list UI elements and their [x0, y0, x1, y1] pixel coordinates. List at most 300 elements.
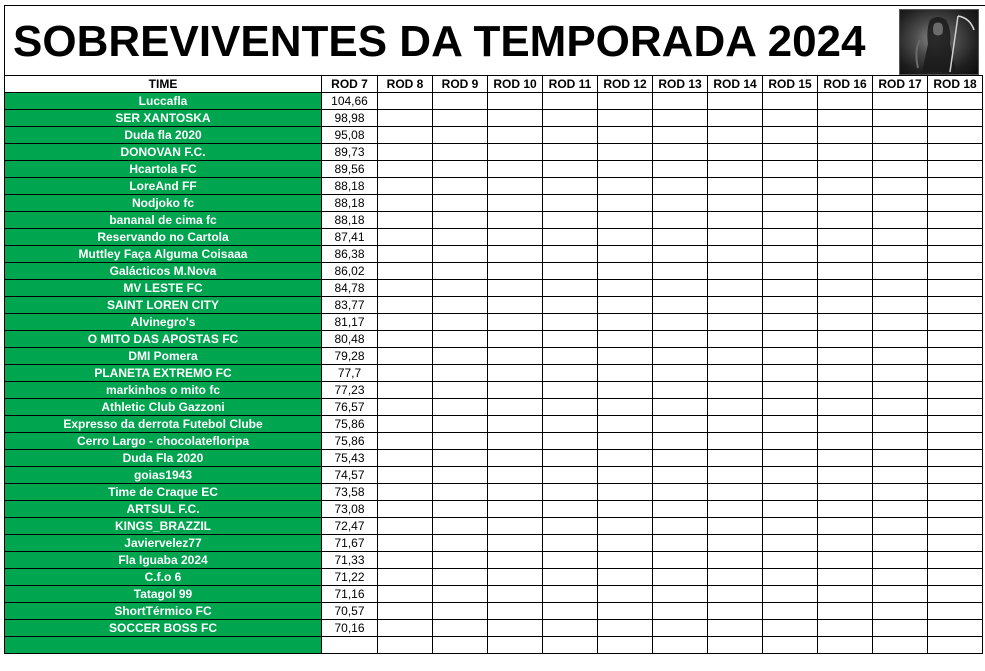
empty-round-cell[interactable]	[928, 331, 983, 348]
rod7-score-cell[interactable]: 104,66	[322, 93, 378, 110]
empty-round-cell[interactable]	[928, 314, 983, 331]
column-header-rod-7[interactable]: ROD 7	[322, 76, 378, 93]
empty-round-cell[interactable]	[433, 399, 488, 416]
empty-round-cell[interactable]	[598, 382, 653, 399]
empty-round-cell[interactable]	[653, 127, 708, 144]
empty-round-cell[interactable]	[928, 603, 983, 620]
empty-round-cell[interactable]	[873, 535, 928, 552]
empty-round-cell[interactable]	[928, 195, 983, 212]
empty-round-cell[interactable]	[818, 161, 873, 178]
empty-round-cell[interactable]	[433, 127, 488, 144]
team-name-cell[interactable]: Duda fla 2020	[5, 127, 322, 144]
empty-round-cell[interactable]	[488, 382, 543, 399]
empty-round-cell[interactable]	[818, 280, 873, 297]
empty-round-cell[interactable]	[378, 569, 433, 586]
empty-round-cell[interactable]	[763, 552, 818, 569]
empty-round-cell[interactable]	[708, 620, 763, 637]
rod7-score-cell[interactable]: 75,86	[322, 433, 378, 450]
empty-round-cell[interactable]	[653, 161, 708, 178]
empty-round-cell[interactable]	[928, 484, 983, 501]
empty-round-cell[interactable]	[543, 127, 598, 144]
empty-round-cell[interactable]	[433, 518, 488, 535]
empty-round-cell[interactable]	[488, 569, 543, 586]
empty-round-cell[interactable]	[763, 297, 818, 314]
column-header-rod-9[interactable]: ROD 9	[433, 76, 488, 93]
empty-round-cell[interactable]	[928, 229, 983, 246]
empty-round-cell[interactable]	[433, 212, 488, 229]
empty-round-cell[interactable]	[653, 144, 708, 161]
team-name-cell[interactable]: SAINT LOREN CITY	[5, 297, 322, 314]
empty-round-cell[interactable]	[653, 620, 708, 637]
empty-round-cell[interactable]	[928, 127, 983, 144]
empty-round-cell[interactable]	[873, 195, 928, 212]
empty-round-cell[interactable]	[543, 586, 598, 603]
empty-round-cell[interactable]	[378, 365, 433, 382]
empty-round-cell[interactable]	[928, 280, 983, 297]
empty-round-cell[interactable]	[653, 535, 708, 552]
empty-round-cell[interactable]	[598, 161, 653, 178]
rod7-score-cell[interactable]: 72,47	[322, 518, 378, 535]
empty-round-cell[interactable]	[653, 93, 708, 110]
empty-round-cell[interactable]	[708, 586, 763, 603]
empty-round-cell[interactable]	[653, 552, 708, 569]
empty-round-cell[interactable]	[708, 127, 763, 144]
team-name-cell[interactable]: SER XANTOSKA	[5, 110, 322, 127]
empty-round-cell[interactable]	[543, 382, 598, 399]
empty-round-cell[interactable]	[708, 484, 763, 501]
empty-round-cell[interactable]	[763, 535, 818, 552]
empty-round-cell[interactable]	[708, 280, 763, 297]
empty-round-cell[interactable]	[543, 161, 598, 178]
empty-round-cell[interactable]	[598, 144, 653, 161]
empty-round-cell[interactable]	[433, 382, 488, 399]
empty-round-cell[interactable]	[928, 263, 983, 280]
empty-round-cell[interactable]	[873, 178, 928, 195]
empty-round-cell[interactable]	[928, 365, 983, 382]
empty-round-cell[interactable]	[653, 399, 708, 416]
empty-round-cell[interactable]	[598, 195, 653, 212]
empty-round-cell[interactable]	[598, 365, 653, 382]
empty-round-cell[interactable]	[433, 535, 488, 552]
empty-round-cell[interactable]	[543, 263, 598, 280]
empty-round-cell[interactable]	[763, 586, 818, 603]
empty-round-cell[interactable]	[433, 552, 488, 569]
empty-round-cell[interactable]	[543, 246, 598, 263]
rod7-score-cell[interactable]: 81,17	[322, 314, 378, 331]
empty-round-cell[interactable]	[543, 484, 598, 501]
rod7-score-cell[interactable]: 71,16	[322, 586, 378, 603]
empty-round-cell[interactable]	[708, 433, 763, 450]
empty-round-cell[interactable]	[928, 586, 983, 603]
empty-round-cell[interactable]	[873, 331, 928, 348]
empty-round-cell[interactable]	[598, 314, 653, 331]
empty-round-cell[interactable]	[653, 586, 708, 603]
empty-round-cell[interactable]	[763, 365, 818, 382]
empty-round-cell[interactable]	[488, 586, 543, 603]
rod7-score-cell[interactable]: 71,22	[322, 569, 378, 586]
empty-round-cell[interactable]	[378, 637, 433, 654]
empty-round-cell[interactable]	[598, 484, 653, 501]
empty-round-cell[interactable]	[488, 280, 543, 297]
rod7-score-cell[interactable]: 89,56	[322, 161, 378, 178]
team-name-cell[interactable]: Athletic Club Gazzoni	[5, 399, 322, 416]
team-name-cell[interactable]: DMI Pomera	[5, 348, 322, 365]
empty-round-cell[interactable]	[433, 246, 488, 263]
empty-round-cell[interactable]	[598, 263, 653, 280]
empty-round-cell[interactable]	[818, 518, 873, 535]
empty-round-cell[interactable]	[653, 450, 708, 467]
team-name-cell[interactable]: MV LESTE FC	[5, 280, 322, 297]
empty-round-cell[interactable]	[928, 569, 983, 586]
empty-round-cell[interactable]	[928, 535, 983, 552]
empty-round-cell[interactable]	[708, 603, 763, 620]
empty-round-cell[interactable]	[708, 501, 763, 518]
empty-round-cell[interactable]	[598, 110, 653, 127]
empty-round-cell[interactable]	[708, 535, 763, 552]
empty-round-cell[interactable]	[378, 280, 433, 297]
empty-round-cell[interactable]	[543, 229, 598, 246]
empty-round-cell[interactable]	[818, 246, 873, 263]
empty-round-cell[interactable]	[488, 212, 543, 229]
empty-round-cell[interactable]	[928, 382, 983, 399]
rod7-score-cell[interactable]: 88,18	[322, 212, 378, 229]
rod7-score-cell[interactable]: 88,18	[322, 178, 378, 195]
empty-round-cell[interactable]	[763, 569, 818, 586]
empty-round-cell[interactable]	[488, 603, 543, 620]
team-name-cell[interactable]: Muttley Faça Alguma Coisaaa	[5, 246, 322, 263]
empty-round-cell[interactable]	[598, 229, 653, 246]
rod7-score-cell[interactable]: 71,67	[322, 535, 378, 552]
team-name-cell[interactable]: goias1943	[5, 467, 322, 484]
empty-round-cell[interactable]	[818, 637, 873, 654]
empty-round-cell[interactable]	[378, 552, 433, 569]
empty-round-cell[interactable]	[873, 280, 928, 297]
empty-round-cell[interactable]	[598, 467, 653, 484]
empty-round-cell[interactable]	[378, 110, 433, 127]
empty-round-cell[interactable]	[543, 178, 598, 195]
empty-round-cell[interactable]	[378, 314, 433, 331]
empty-round-cell[interactable]	[653, 178, 708, 195]
empty-round-cell[interactable]	[543, 93, 598, 110]
empty-round-cell[interactable]	[763, 382, 818, 399]
empty-round-cell[interactable]	[818, 331, 873, 348]
column-header-rod-15[interactable]: ROD 15	[763, 76, 818, 93]
empty-round-cell[interactable]	[378, 127, 433, 144]
empty-round-cell[interactable]	[763, 603, 818, 620]
column-header-rod-11[interactable]: ROD 11	[543, 76, 598, 93]
empty-round-cell[interactable]	[598, 637, 653, 654]
empty-round-cell[interactable]	[873, 399, 928, 416]
empty-round-cell[interactable]	[653, 348, 708, 365]
empty-round-cell[interactable]	[488, 501, 543, 518]
empty-round-cell[interactable]	[488, 178, 543, 195]
empty-round-cell[interactable]	[598, 212, 653, 229]
empty-round-cell[interactable]	[598, 552, 653, 569]
team-name-cell[interactable]: PLANETA EXTREMO FC	[5, 365, 322, 382]
rod7-score-cell[interactable]: 70,57	[322, 603, 378, 620]
empty-round-cell[interactable]	[818, 195, 873, 212]
empty-round-cell[interactable]	[488, 416, 543, 433]
empty-round-cell[interactable]	[488, 93, 543, 110]
empty-round-cell[interactable]	[708, 297, 763, 314]
empty-round-cell[interactable]	[598, 399, 653, 416]
empty-round-cell[interactable]	[543, 552, 598, 569]
rod7-score-cell[interactable]: 77,23	[322, 382, 378, 399]
empty-round-cell[interactable]	[598, 450, 653, 467]
empty-round-cell[interactable]	[818, 552, 873, 569]
empty-round-cell[interactable]	[378, 297, 433, 314]
empty-round-cell[interactable]	[378, 433, 433, 450]
rod7-score-cell[interactable]: 77,7	[322, 365, 378, 382]
empty-round-cell[interactable]	[598, 178, 653, 195]
empty-round-cell[interactable]	[488, 450, 543, 467]
team-name-cell[interactable]: Reservando no Cartola	[5, 229, 322, 246]
empty-round-cell[interactable]	[488, 229, 543, 246]
empty-round-cell[interactable]	[763, 331, 818, 348]
team-name-cell[interactable]: ShortTérmico FC	[5, 603, 322, 620]
team-name-cell[interactable]: DONOVAN F.C.	[5, 144, 322, 161]
empty-round-cell[interactable]	[708, 518, 763, 535]
empty-round-cell[interactable]	[873, 518, 928, 535]
empty-round-cell[interactable]	[708, 348, 763, 365]
empty-round-cell[interactable]	[873, 501, 928, 518]
empty-round-cell[interactable]	[598, 433, 653, 450]
empty-round-cell[interactable]	[653, 603, 708, 620]
team-name-cell[interactable]: Tatagol 99	[5, 586, 322, 603]
empty-round-cell[interactable]	[543, 348, 598, 365]
empty-round-cell[interactable]	[378, 416, 433, 433]
empty-round-cell[interactable]	[488, 144, 543, 161]
empty-round-cell[interactable]	[433, 620, 488, 637]
empty-round-cell[interactable]	[763, 195, 818, 212]
empty-round-cell[interactable]	[763, 518, 818, 535]
empty-round-cell[interactable]	[873, 314, 928, 331]
team-name-cell[interactable]: Expresso da derrota Futebol Clube	[5, 416, 322, 433]
team-name-cell[interactable]: LoreAnd FF	[5, 178, 322, 195]
empty-round-cell[interactable]	[488, 331, 543, 348]
empty-round-cell[interactable]	[928, 399, 983, 416]
empty-round-cell[interactable]	[928, 620, 983, 637]
empty-round-cell[interactable]	[653, 416, 708, 433]
empty-round-cell[interactable]	[818, 399, 873, 416]
team-name-cell[interactable]: C.f.o 6	[5, 569, 322, 586]
empty-round-cell[interactable]	[433, 178, 488, 195]
empty-round-cell[interactable]	[708, 110, 763, 127]
empty-round-cell[interactable]	[488, 110, 543, 127]
empty-round-cell[interactable]	[763, 178, 818, 195]
empty-round-cell[interactable]	[488, 433, 543, 450]
empty-round-cell[interactable]	[433, 467, 488, 484]
empty-round-cell[interactable]	[818, 450, 873, 467]
empty-round-cell[interactable]	[433, 433, 488, 450]
empty-round-cell[interactable]	[763, 314, 818, 331]
empty-round-cell[interactable]	[433, 161, 488, 178]
team-name-cell[interactable]: Javiervelez77	[5, 535, 322, 552]
team-name-cell[interactable]: Duda Fla 2020	[5, 450, 322, 467]
empty-round-cell[interactable]	[873, 93, 928, 110]
empty-round-cell[interactable]	[598, 416, 653, 433]
column-header-rod-12[interactable]: ROD 12	[598, 76, 653, 93]
empty-round-cell[interactable]	[543, 195, 598, 212]
empty-round-cell[interactable]	[488, 620, 543, 637]
rod7-score-cell[interactable]: 87,41	[322, 229, 378, 246]
empty-round-cell[interactable]	[653, 382, 708, 399]
empty-round-cell[interactable]	[763, 161, 818, 178]
empty-round-cell[interactable]	[543, 569, 598, 586]
empty-round-cell[interactable]	[598, 127, 653, 144]
empty-round-cell[interactable]	[818, 467, 873, 484]
empty-round-cell[interactable]	[488, 637, 543, 654]
empty-round-cell[interactable]	[378, 195, 433, 212]
empty-round-cell[interactable]	[543, 314, 598, 331]
empty-round-cell[interactable]	[763, 467, 818, 484]
empty-round-cell[interactable]	[708, 382, 763, 399]
empty-round-cell[interactable]	[928, 637, 983, 654]
empty-round-cell[interactable]	[818, 501, 873, 518]
empty-round-cell[interactable]	[653, 331, 708, 348]
empty-round-cell[interactable]	[763, 501, 818, 518]
empty-round-cell[interactable]	[708, 467, 763, 484]
empty-round-cell[interactable]	[763, 484, 818, 501]
empty-round-cell[interactable]	[433, 263, 488, 280]
empty-round-cell[interactable]	[873, 433, 928, 450]
empty-round-cell[interactable]	[653, 314, 708, 331]
rod7-score-cell[interactable]: 86,38	[322, 246, 378, 263]
empty-round-cell[interactable]	[763, 416, 818, 433]
empty-round-cell[interactable]	[818, 365, 873, 382]
empty-round-cell[interactable]	[598, 348, 653, 365]
empty-round-cell[interactable]	[378, 93, 433, 110]
empty-round-cell[interactable]	[433, 569, 488, 586]
empty-round-cell[interactable]	[763, 433, 818, 450]
rod7-score-cell[interactable]: 76,57	[322, 399, 378, 416]
empty-round-cell[interactable]	[928, 297, 983, 314]
empty-round-cell[interactable]	[433, 144, 488, 161]
empty-round-cell[interactable]	[488, 314, 543, 331]
empty-round-cell[interactable]	[708, 416, 763, 433]
empty-round-cell[interactable]	[378, 331, 433, 348]
empty-round-cell[interactable]	[873, 263, 928, 280]
empty-round-cell[interactable]	[433, 195, 488, 212]
column-header-rod-13[interactable]: ROD 13	[653, 76, 708, 93]
empty-round-cell[interactable]	[708, 365, 763, 382]
rod7-score-cell[interactable]: 74,57	[322, 467, 378, 484]
empty-round-cell[interactable]	[433, 365, 488, 382]
empty-round-cell[interactable]	[433, 603, 488, 620]
column-header-rod-14[interactable]: ROD 14	[708, 76, 763, 93]
empty-round-cell[interactable]	[488, 365, 543, 382]
empty-round-cell[interactable]	[763, 450, 818, 467]
empty-round-cell[interactable]	[653, 365, 708, 382]
empty-round-cell[interactable]	[928, 552, 983, 569]
empty-round-cell[interactable]	[378, 161, 433, 178]
empty-round-cell[interactable]	[543, 620, 598, 637]
empty-round-cell[interactable]	[653, 637, 708, 654]
empty-round-cell[interactable]	[928, 93, 983, 110]
empty-round-cell[interactable]	[433, 416, 488, 433]
empty-round-cell[interactable]	[433, 297, 488, 314]
empty-round-cell[interactable]	[873, 348, 928, 365]
empty-round-cell[interactable]	[818, 620, 873, 637]
empty-round-cell[interactable]	[818, 127, 873, 144]
empty-round-cell[interactable]	[543, 603, 598, 620]
empty-round-cell[interactable]	[873, 110, 928, 127]
empty-round-cell[interactable]	[763, 246, 818, 263]
empty-round-cell[interactable]	[378, 501, 433, 518]
rod7-score-cell[interactable]: 84,78	[322, 280, 378, 297]
empty-round-cell[interactable]	[818, 586, 873, 603]
empty-round-cell[interactable]	[433, 229, 488, 246]
empty-round-cell[interactable]	[653, 110, 708, 127]
empty-round-cell[interactable]	[598, 93, 653, 110]
team-name-cell[interactable]	[5, 637, 322, 654]
empty-round-cell[interactable]	[378, 399, 433, 416]
team-name-cell[interactable]: Cerro Largo - chocolatefloripa	[5, 433, 322, 450]
empty-round-cell[interactable]	[873, 382, 928, 399]
empty-round-cell[interactable]	[763, 144, 818, 161]
empty-round-cell[interactable]	[818, 433, 873, 450]
column-header-time[interactable]: TIME	[5, 76, 322, 93]
empty-round-cell[interactable]	[653, 518, 708, 535]
empty-round-cell[interactable]	[708, 246, 763, 263]
empty-round-cell[interactable]	[488, 263, 543, 280]
empty-round-cell[interactable]	[708, 212, 763, 229]
empty-round-cell[interactable]	[873, 365, 928, 382]
empty-round-cell[interactable]	[928, 501, 983, 518]
empty-round-cell[interactable]	[598, 280, 653, 297]
empty-round-cell[interactable]	[873, 416, 928, 433]
empty-round-cell[interactable]	[378, 263, 433, 280]
empty-round-cell[interactable]	[928, 110, 983, 127]
empty-round-cell[interactable]	[873, 212, 928, 229]
empty-round-cell[interactable]	[928, 144, 983, 161]
empty-round-cell[interactable]	[653, 297, 708, 314]
team-name-cell[interactable]: markinhos o mito fc	[5, 382, 322, 399]
empty-round-cell[interactable]	[488, 467, 543, 484]
empty-round-cell[interactable]	[598, 246, 653, 263]
empty-round-cell[interactable]	[543, 501, 598, 518]
empty-round-cell[interactable]	[873, 229, 928, 246]
empty-round-cell[interactable]	[598, 620, 653, 637]
empty-round-cell[interactable]	[928, 348, 983, 365]
rod7-score-cell[interactable]: 73,08	[322, 501, 378, 518]
rod7-score-cell[interactable]: 79,28	[322, 348, 378, 365]
empty-round-cell[interactable]	[818, 110, 873, 127]
empty-round-cell[interactable]	[598, 535, 653, 552]
empty-round-cell[interactable]	[543, 144, 598, 161]
empty-round-cell[interactable]	[873, 484, 928, 501]
empty-round-cell[interactable]	[763, 93, 818, 110]
empty-round-cell[interactable]	[708, 450, 763, 467]
empty-round-cell[interactable]	[708, 263, 763, 280]
column-header-rod-18[interactable]: ROD 18	[928, 76, 983, 93]
empty-round-cell[interactable]	[763, 263, 818, 280]
empty-round-cell[interactable]	[763, 399, 818, 416]
empty-round-cell[interactable]	[543, 433, 598, 450]
empty-round-cell[interactable]	[818, 348, 873, 365]
rod7-score-cell[interactable]: 75,43	[322, 450, 378, 467]
empty-round-cell[interactable]	[378, 603, 433, 620]
empty-round-cell[interactable]	[543, 212, 598, 229]
empty-round-cell[interactable]	[433, 348, 488, 365]
empty-round-cell[interactable]	[543, 280, 598, 297]
empty-round-cell[interactable]	[763, 229, 818, 246]
team-name-cell[interactable]: Luccafla	[5, 93, 322, 110]
rod7-score-cell[interactable]: 88,18	[322, 195, 378, 212]
rod7-score-cell[interactable]: 95,08	[322, 127, 378, 144]
empty-round-cell[interactable]	[653, 212, 708, 229]
empty-round-cell[interactable]	[488, 246, 543, 263]
